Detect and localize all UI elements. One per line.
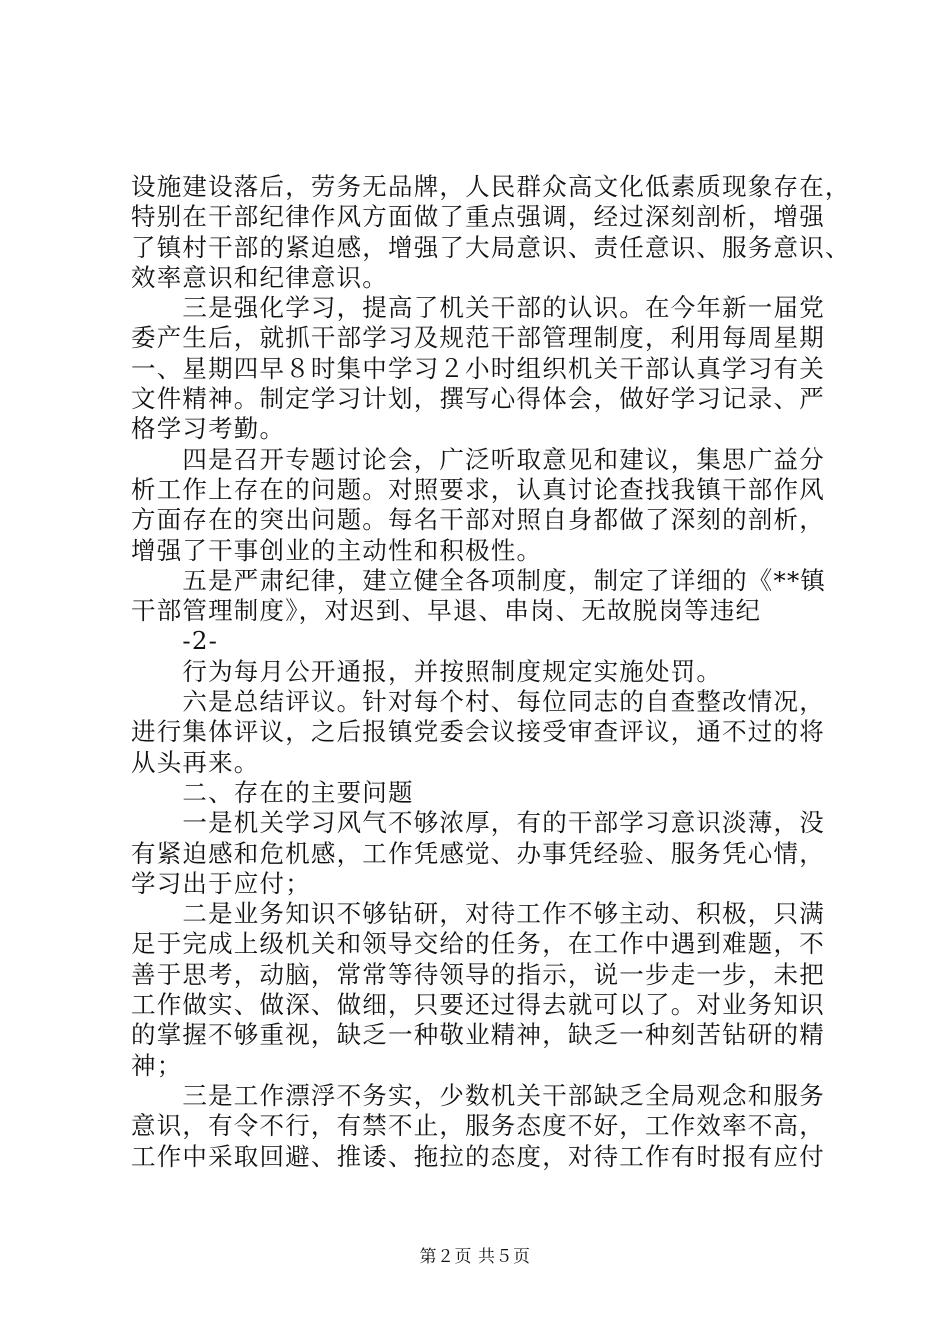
text-line: 一、星期四早８时集中学习２小时组织机关干部认真学习有关: [131, 353, 825, 383]
text-line: 工作做实、做深、做细，只要还过得去就可以了。对业务知识: [131, 990, 825, 1020]
text-line: 五是严肃纪律，建立健全各项制度，制定了详细的《**镇: [131, 565, 827, 595]
text-line: 一是机关学习风气不够浓厚，有的干部学习意识淡薄，没: [131, 808, 825, 838]
text-line: 足于完成上级机关和领导交给的任务，在工作中遇到难题，不: [131, 929, 825, 959]
page-footer: [0, 1242, 950, 1267]
text-line: 特别在干部纪律作风方面做了重点强调，经过深刻剖析，增强: [131, 202, 825, 232]
text-line: 六是总结评议。针对每个村、每位同志的自查整改情况，: [131, 687, 825, 717]
text-line: 四是召开专题讨论会，广泛听取意见和建议，集思广益分: [131, 444, 825, 474]
text-line: 善于思考，动脑，常常等待领导的指示，说一步走一步，未把: [131, 959, 825, 989]
text-line: 增强了干事创业的主动性和积极性。: [131, 535, 543, 565]
text-line: 设施建设落后，劳务无品牌，人民群众高文化低素质现象存在，: [131, 172, 851, 201]
text-line: 神；: [131, 1050, 183, 1080]
text-line: 三是强化学习，提高了机关干部的认识。在今年新一届党: [131, 293, 825, 323]
text-line: 行为每月公开通报，并按照制度规定实施处罚。: [131, 656, 723, 686]
text-line: 析工作上存在的问题。对照要求，认真讨论查找我镇干部作风: [131, 474, 825, 504]
text-line: 的掌握不够重视，缺乏一种敬业精神，缺乏一种刻苦钻研的精: [131, 1020, 825, 1050]
text-line: 三是工作漂浮不务实，少数机关干部缺乏全局观念和服务: [131, 1080, 825, 1110]
text-line: 意识，有令不行，有禁不止，服务态度不好，工作效率不高，: [131, 1111, 825, 1141]
text-line: 二是业务知识不够钻研，对待工作不够主动、积极，只满: [131, 899, 825, 929]
text-line: 干部管理制度》，对迟到、早退、串岗、无故脱岗等违纪: [131, 596, 762, 626]
text-line: 效率意识和纪律意识。: [131, 262, 388, 292]
page-counter: 第２页 共５页: [419, 1247, 531, 1267]
text-line: 进行集体评议，之后报镇党委会议接受审查评议，通不过的将: [131, 717, 825, 747]
document-body: [131, 172, 851, 1172]
text-line: 工作中采取回避、推诿、拖拉的态度，对待工作有时报有应付: [131, 1141, 825, 1171]
text-line: 从头再来。: [131, 747, 260, 777]
text-line: 格学习考勤。: [131, 414, 286, 444]
text-line: 方面存在的突出问题。每名干部对照自身都做了深刻的剖析，: [131, 505, 825, 535]
text-line: 有紧迫感和危机感，工作凭感觉、办事凭经验、服务凭心情，: [131, 838, 825, 868]
text-line: 了镇村干部的紧迫感，增强了大局意识、责任意识、服务意识、: [131, 232, 851, 262]
text-line: 文件精神。制定学习计划，撰写心得体会，做好学习记录、严: [131, 384, 825, 414]
text-line: 委产生后，就抓干部学习及规范干部管理制度，利用每周星期: [131, 323, 825, 353]
inline-page-number: -2-: [131, 626, 219, 656]
text-line: 学习出于应付；: [131, 868, 311, 898]
section-heading: 二、存在的主要问题: [131, 777, 414, 807]
